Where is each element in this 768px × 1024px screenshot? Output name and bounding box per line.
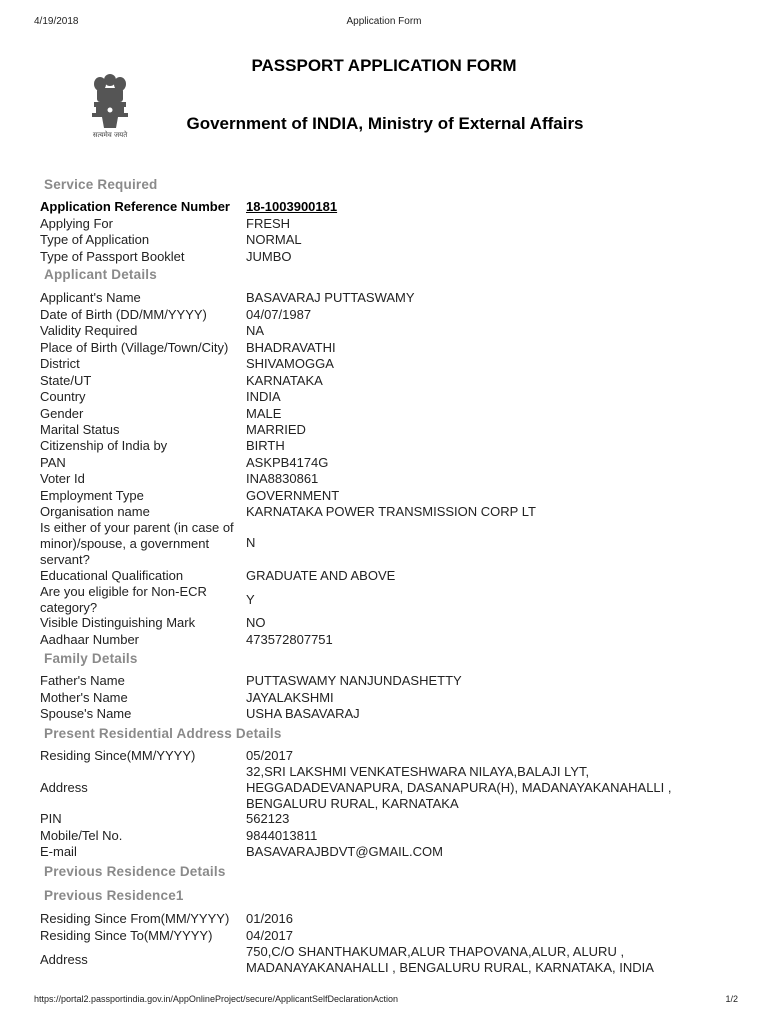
national-emblem-icon <box>80 70 140 140</box>
field-value: 18-1003900181 <box>246 199 338 214</box>
field-row-previous-address <box>40 944 740 976</box>
field-label: PAN <box>40 455 66 470</box>
field-value: GOVERNMENT <box>246 488 340 503</box>
section-heading-applicant: Applicant Details <box>44 267 157 282</box>
field-value: KARNATAKA <box>246 373 323 388</box>
field-row-present-address <box>40 764 740 812</box>
field-label: Aadhaar Number <box>40 632 139 647</box>
field-value: FRESH <box>246 216 291 231</box>
print-url: https://portal2.passportindia.gov.in/AppOnlineProject/secure/ApplicantSelfDeclarationAction <box>34 994 399 1004</box>
field-value: JAYALAKSHMI <box>246 690 334 705</box>
field-label: Residing Since To(MM/YYYY) <box>40 928 213 943</box>
field-label: Address <box>40 780 88 795</box>
field-label: Type of Application <box>40 232 150 247</box>
field-label: E-mail <box>40 844 77 859</box>
section-heading-service: Service Required <box>44 177 158 192</box>
field-value: 473572807751 <box>246 632 333 647</box>
field-value: USHA BASAVARAJ <box>246 706 360 721</box>
section-heading-present-address: Present Residential Address Details <box>44 726 282 741</box>
field-label: Residing Since From(MM/YYYY) <box>40 911 230 926</box>
field-label: Gender <box>40 406 84 421</box>
field-value: BHADRAVATHI <box>246 340 336 355</box>
field-row-non-ecr <box>40 584 740 616</box>
field-value: 750,C/O SHANTHAKUMAR,ALUR THAPOVANA,ALUR, ALURU , MADANAYAKANAHALLI , BENGALURU RURAL, KARNATAKA, INDIA <box>246 944 654 975</box>
field-value: GRADUATE AND ABOVE <box>246 568 396 583</box>
field-value: 9844013811 <box>246 828 318 843</box>
field-label: Organisation name <box>40 504 150 519</box>
section-heading-family: Family Details <box>44 651 138 666</box>
field-value: BIRTH <box>246 438 285 453</box>
field-value: 32,SRI LAKSHMI VENKATESHWARA NILAYA,BALAJI LYT, HEGGADADEVANAPURA, DASANAPURA(H), MADANAYAKANAHALLI , BENGALURU RURAL, KARNATAKA <box>246 764 672 811</box>
field-value: MARRIED <box>246 422 306 437</box>
field-label: Is either of your parent (in case of minor)/spouse, a government servant? <box>40 520 234 567</box>
field-value: NO <box>246 615 266 630</box>
field-label: Marital Status <box>40 422 120 437</box>
field-value: 04/07/1987 <box>246 307 312 322</box>
field-label: Mobile/Tel No. <box>40 828 123 843</box>
field-label: Applying For <box>40 216 113 231</box>
field-value: BASAVARAJ PUTTASWAMY <box>246 290 415 305</box>
field-value: JUMBO <box>246 249 292 264</box>
field-value: INA8830861 <box>246 471 319 486</box>
field-value: 04/2017 <box>246 928 293 943</box>
field-label: Application Reference Number <box>40 199 230 214</box>
field-label: Applicant's Name <box>40 290 141 305</box>
field-label: Educational Qualification <box>40 568 184 583</box>
field-value: BASAVARAJBDVT@GMAIL.COM <box>246 844 443 859</box>
field-value: 562123 <box>246 811 290 826</box>
field-label: Type of Passport Booklet <box>40 249 185 264</box>
field-value: Y <box>246 592 255 607</box>
field-label: Citizenship of India by <box>40 438 168 453</box>
field-label: Address <box>40 952 88 967</box>
field-label: Spouse's Name <box>40 706 132 721</box>
field-value: NORMAL <box>246 232 302 247</box>
field-label: State/UT <box>40 373 92 388</box>
field-value: KARNATAKA POWER TRANSMISSION CORP LT <box>246 504 536 519</box>
print-date: 4/19/2018 <box>34 16 79 27</box>
field-label: Father's Name <box>40 673 125 688</box>
field-label: Mother's Name <box>40 690 128 705</box>
field-value: N <box>246 535 256 550</box>
field-label: Are you eligible for Non-ECR category? <box>40 584 207 615</box>
field-value: MALE <box>246 406 282 421</box>
field-label: Validity Required <box>40 323 138 338</box>
page-number: 1/2 <box>725 994 738 1004</box>
field-label: Voter Id <box>40 471 85 486</box>
field-label: Place of Birth (Village/Town/City) <box>40 340 229 355</box>
field-value: ASKPB4174G <box>246 455 329 470</box>
emblem-caption: सत्यमेव जयते <box>92 131 128 139</box>
field-label: Residing Since(MM/YYYY) <box>40 748 196 763</box>
print-title: Application Form <box>346 16 422 27</box>
form-title: PASSPORT APPLICATION FORM <box>251 56 517 75</box>
field-label: Employment Type <box>40 488 144 503</box>
field-label: Date of Birth (DD/MM/YYYY) <box>40 307 207 322</box>
org-title: Government of INDIA, Ministry of External Affairs <box>186 114 584 133</box>
field-label: District <box>40 356 80 371</box>
field-value: SHIVAMOGGA <box>246 356 334 371</box>
field-row-parent-govt-servant <box>40 520 740 568</box>
field-value: 05/2017 <box>246 748 293 763</box>
field-label: Country <box>40 389 86 404</box>
section-heading-previous-residence-1: Previous Residence1 <box>44 888 184 903</box>
field-value: INDIA <box>246 389 281 404</box>
field-value: 01/2016 <box>246 911 293 926</box>
field-label: PIN <box>40 811 62 826</box>
field-value: NA <box>246 323 265 338</box>
print-header <box>34 16 734 30</box>
field-label: Visible Distinguishing Mark <box>40 615 196 630</box>
section-heading-previous-residence: Previous Residence Details <box>44 864 226 879</box>
field-value: PUTTASWAMY NANJUNDASHETTY <box>246 673 462 688</box>
